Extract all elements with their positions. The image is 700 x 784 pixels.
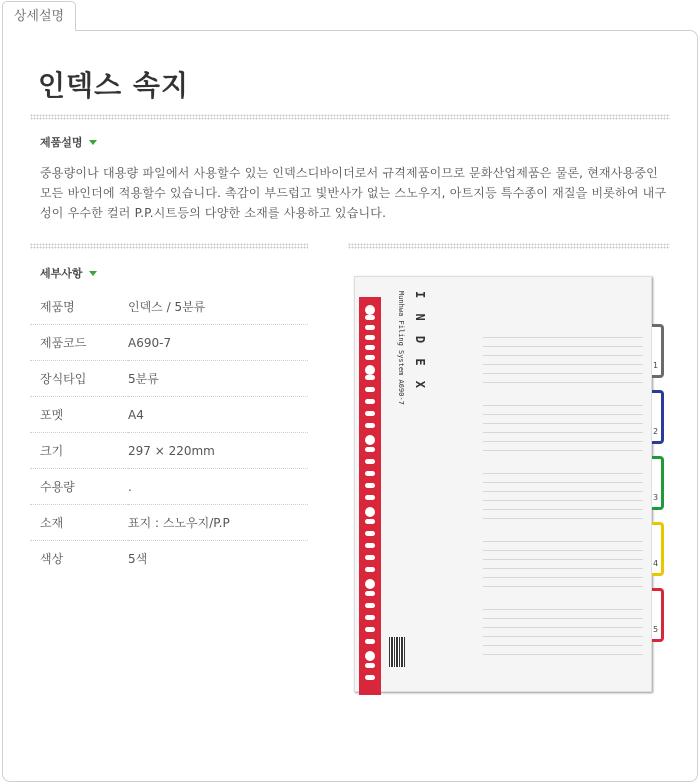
ruled-line bbox=[483, 654, 643, 655]
index-tab bbox=[652, 456, 664, 510]
ruled-line bbox=[483, 346, 643, 347]
punch-hole bbox=[365, 335, 375, 340]
table-row bbox=[30, 505, 308, 541]
spec-table bbox=[30, 289, 308, 576]
index-tab bbox=[652, 390, 664, 444]
spec-value: A690-7 bbox=[128, 325, 308, 361]
product-description: 중용량이나 대용량 파일에서 사용할수 있는 인덱스디바이더로서 규격제품이므로 문화산업제품은 물론, 현재사용중인 모든 바인더에 적용할수 있습니다. 촉감이 부드럽고 빛반사가 없는 스노우지, 아트지등 특수종이 재질을 비롯하여 내구성이 우수한 컬러 P.P.시트등의 다양한 소재를 사용하고 있습니다. bbox=[40, 166, 667, 220]
punch-hole bbox=[365, 375, 375, 380]
ruled-line bbox=[483, 473, 643, 474]
ruled-line bbox=[483, 355, 643, 356]
spec-key: 포멧 bbox=[30, 397, 128, 433]
index-tab-label: 4 bbox=[653, 559, 659, 568]
spec-value: 297 × 220mm bbox=[128, 433, 308, 469]
punch-hole bbox=[365, 639, 375, 644]
ruled-line bbox=[483, 627, 643, 628]
ruled-line bbox=[483, 450, 643, 451]
triangle-down-icon bbox=[89, 271, 97, 276]
ruled-line bbox=[483, 509, 643, 510]
punch-strip bbox=[359, 297, 381, 695]
divider bbox=[30, 114, 670, 120]
index-tab bbox=[652, 522, 664, 576]
ruled-line bbox=[483, 577, 643, 578]
punch-hole bbox=[365, 399, 375, 404]
punch-hole bbox=[365, 567, 375, 572]
spec-key: 제품코드 bbox=[30, 325, 128, 361]
index-tab bbox=[652, 324, 664, 378]
punch-hole bbox=[365, 519, 375, 524]
index-tab-label: 3 bbox=[653, 493, 659, 502]
table-row bbox=[30, 397, 308, 433]
spec-value: . bbox=[128, 469, 308, 505]
ruled-line bbox=[483, 645, 643, 646]
ruled-line bbox=[483, 541, 643, 542]
barcode bbox=[389, 637, 405, 667]
table-row bbox=[30, 325, 308, 361]
sub-text: Munhwa Filing System A690-7 bbox=[397, 291, 405, 405]
punch-hole bbox=[365, 675, 375, 680]
ruled-line bbox=[483, 618, 643, 619]
punch-hole bbox=[365, 603, 375, 608]
spec-value: A4 bbox=[128, 397, 308, 433]
punch-hole bbox=[365, 411, 375, 416]
ruled-line bbox=[483, 432, 643, 433]
punch-hole bbox=[365, 345, 375, 350]
ruled-line bbox=[483, 518, 643, 519]
punch-hole bbox=[365, 591, 375, 596]
punch-hole bbox=[365, 543, 375, 548]
punch-hole bbox=[365, 531, 375, 536]
spec-key: 제품명 bbox=[30, 289, 128, 325]
ruled-line bbox=[483, 559, 643, 560]
punch-hole bbox=[365, 483, 375, 488]
punch-hole bbox=[365, 663, 375, 668]
product-image bbox=[350, 272, 675, 697]
spec-key: 수용량 bbox=[30, 469, 128, 505]
ruled-line bbox=[483, 364, 643, 365]
punch-hole bbox=[365, 305, 375, 315]
punch-hole bbox=[365, 423, 375, 428]
spec-value: 5분류 bbox=[128, 361, 308, 397]
spec-key: 크기 bbox=[30, 433, 128, 469]
brand-text: I N D E X bbox=[413, 291, 427, 393]
ruled-line bbox=[483, 636, 643, 637]
index-tab bbox=[652, 588, 664, 642]
ruled-line bbox=[483, 373, 643, 374]
spec-key: 색상 bbox=[40, 552, 64, 566]
triangle-down-icon bbox=[89, 140, 97, 145]
ruled-line bbox=[483, 337, 643, 338]
spec-key: 소재 bbox=[30, 505, 128, 541]
index-tab-label: 1 bbox=[653, 361, 659, 370]
spec-value: 인덱스 / 5분류 bbox=[128, 289, 308, 325]
punch-hole bbox=[365, 579, 375, 589]
divider bbox=[348, 243, 670, 249]
table-row bbox=[30, 361, 308, 397]
spec-value: 5색 bbox=[128, 552, 148, 566]
punch-hole bbox=[365, 555, 375, 560]
punch-hole bbox=[365, 365, 375, 375]
tab-detail-description[interactable]: 상세설명 bbox=[2, 1, 76, 31]
ruled-line bbox=[483, 482, 643, 483]
section-heading-description: 제품설명 bbox=[40, 134, 97, 150]
table-row bbox=[30, 469, 308, 505]
punch-hole bbox=[365, 471, 375, 476]
ruled-line bbox=[483, 405, 643, 406]
punch-hole bbox=[365, 627, 375, 632]
index-tab-label: 2 bbox=[653, 427, 659, 436]
ruled-line bbox=[483, 491, 643, 492]
page-title: 인덱스 속지 bbox=[38, 69, 189, 102]
punch-hole bbox=[365, 495, 375, 500]
index-sheet bbox=[354, 276, 652, 692]
punch-hole bbox=[365, 387, 375, 392]
table-row bbox=[30, 433, 308, 469]
punch-hole bbox=[365, 459, 375, 464]
spec-value: 표지 : 스노우지/P.P bbox=[128, 505, 308, 541]
punch-hole bbox=[365, 615, 375, 620]
ruled-line bbox=[483, 568, 643, 569]
divider bbox=[30, 243, 308, 249]
index-tab-label: 5 bbox=[653, 625, 659, 634]
punch-hole bbox=[365, 435, 375, 445]
punch-hole bbox=[365, 315, 375, 320]
table-row bbox=[30, 289, 308, 325]
ruled-line bbox=[483, 609, 643, 610]
ruled-line bbox=[483, 414, 643, 415]
section-heading-details: 세부사항 bbox=[40, 265, 97, 281]
ruled-line bbox=[483, 586, 643, 587]
punch-hole bbox=[365, 355, 375, 360]
punch-hole bbox=[365, 507, 375, 517]
ruled-line bbox=[483, 423, 643, 424]
ruled-line bbox=[483, 500, 643, 501]
ruled-line bbox=[483, 441, 643, 442]
ruled-line bbox=[483, 550, 643, 551]
table-row bbox=[30, 541, 308, 577]
ruled-line bbox=[483, 382, 643, 383]
punch-hole bbox=[365, 325, 375, 330]
punch-hole bbox=[365, 651, 375, 661]
punch-hole bbox=[365, 447, 375, 452]
spec-key: 장식타입 bbox=[30, 361, 128, 397]
